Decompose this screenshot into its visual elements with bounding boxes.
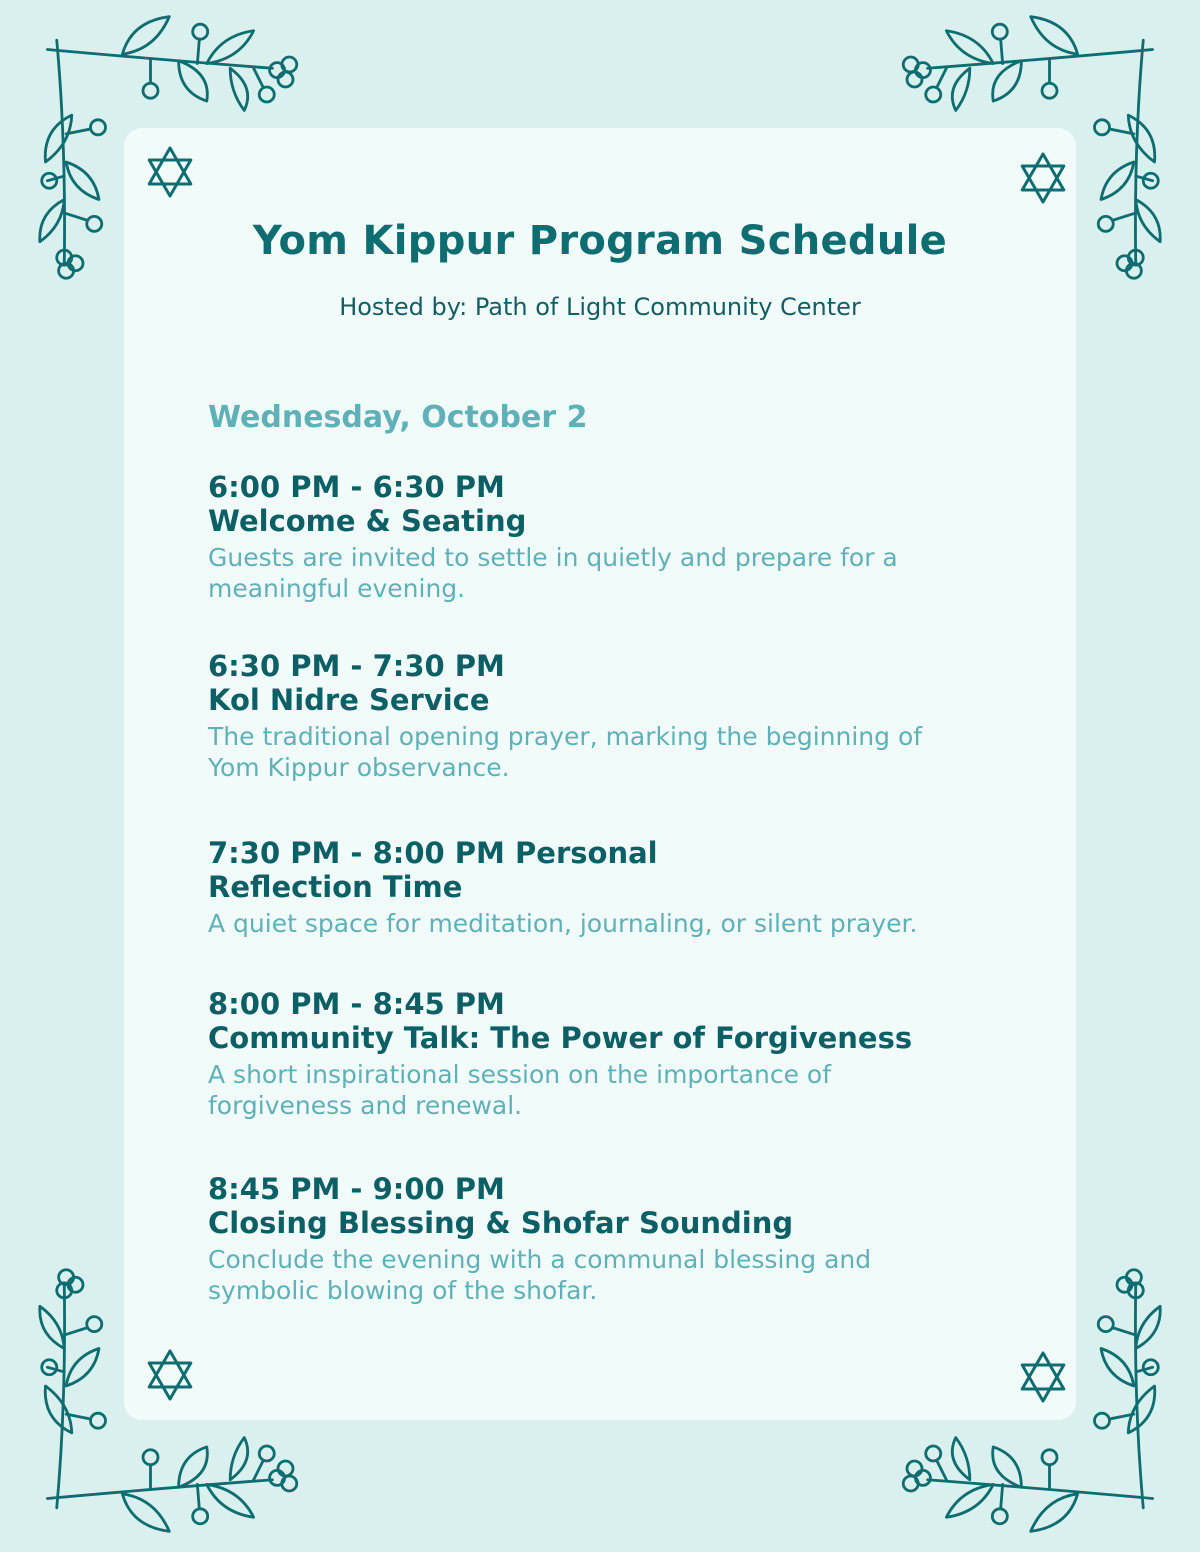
schedule-item [208,1172,998,1306]
event-description: Guests are invited to settle in quietly and prepare for a meaningful evening. [208,543,898,603]
star-of-david-icon [140,1345,200,1405]
schedule-item [208,470,998,604]
schedule-item [208,836,918,939]
event-title: Kol Nidre Service [208,683,490,717]
host-line: Hosted by: Path of Light Community Center [339,293,861,321]
event-title: Community Talk: The Power of Forgiveness [208,1021,913,1055]
schedule-item [208,987,998,1121]
schedule-item [208,649,998,783]
event-title: Welcome & Seating [208,504,527,538]
star-of-david-icon [1013,1347,1073,1407]
event-time: 8:45 PM - 9:00 PM [208,1172,505,1206]
event-title: Personal Reflection Time [208,836,658,904]
olive-branch-icon [862,12,1162,312]
event-description: A quiet space for meditation, journaling, or silent prayer. [208,909,918,938]
event-description: The traditional opening prayer, marking the beginning of Yom Kippur observance. [208,722,923,782]
event-time: 6:00 PM - 6:30 PM [208,470,505,504]
star-of-david-icon [1013,148,1073,208]
event-time: 8:00 PM - 8:45 PM [208,987,505,1021]
event-time: 7:30 PM - 8:00 PM [208,836,505,870]
event-title: Closing Blessing & Shofar Sounding [208,1206,794,1240]
event-description: Conclude the evening with a communal blessing and symbolic blowing of the shofar. [208,1245,872,1305]
page-title: Yom Kippur Program Schedule [252,218,948,264]
event-description: A short inspirational session on the importance of forgiveness and renewal. [208,1060,831,1120]
schedule-date: Wednesday, October 2 [208,400,588,435]
event-time: 6:30 PM - 7:30 PM [208,649,505,683]
star-of-david-icon [140,142,200,202]
